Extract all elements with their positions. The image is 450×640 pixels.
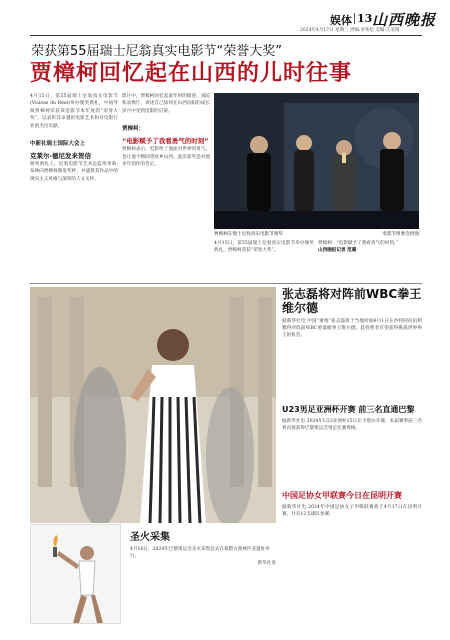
issue-date-line: 2024年4月17日 星期三 责编:李兆松 美编:王菲翔: [300, 28, 400, 33]
lead-paragraph: 贾樟柯表示，电影给了他面对世界的勇气，也让他不断回望故乡山西。此次获奖是对他多年创作的肯定。: [122, 147, 210, 168]
section-name: 娱体: [330, 14, 352, 27]
lead-paragraph: 贾樟柯：“电影赋予了我看勇气的时刻。”: [318, 241, 399, 246]
runner-photo: [30, 524, 121, 624]
sport-headline-football: U23男足亚洲杯开赛 前三名直通巴黎: [282, 404, 415, 414]
lead-subhead: 贾樟柯：: [122, 126, 145, 133]
sport-headline-boxing: 张志磊将对阵前WBC拳王维尔德: [282, 287, 422, 315]
lead-subhead: “电影赋予了我看勇气的时刻”: [122, 137, 209, 146]
sport-news-column: [282, 287, 422, 518]
lead-subhead: 克莱尔·德尼发来贺信: [30, 152, 91, 161]
lead-subhead: 中新社瑞士国际大会上: [30, 141, 86, 148]
page-number: 13: [357, 12, 373, 25]
masthead-rule: [30, 35, 422, 36]
lead-column-2: [122, 93, 210, 279]
sport-headline-womens-league: 中国足协女甲联赛今日在昆明开赛: [282, 491, 402, 501]
sport-body-womens-league: 据新华社电 2024年中国足协女子甲级联赛将于4月17日在昆明开赛，共有12支球队参赛。: [282, 505, 422, 518]
award-photo-caption: [214, 231, 419, 237]
photo-news-paragraph: 4月16日，2024年巴黎奥运会圣火采集仪式在希腊古奥林匹亚遗址举行。: [130, 547, 270, 560]
lead-byline: 山西晚报记者 范璐: [318, 248, 357, 254]
lead-column-1: [30, 93, 118, 279]
lead-paragraph: 影片中，贾樟柯回忆起童年时的街巷、戏院和录像厅，讲述自己如何在山西汾阳的成长岁月中受到电影的启蒙。: [122, 94, 210, 114]
photo-news-text: [130, 546, 276, 568]
caption-text: 贾樟柯在瑞士尼翁真实电影节领奖: [214, 232, 283, 237]
award-ceremony-photo: [214, 93, 419, 229]
photo-news-title: 圣火采集: [130, 532, 170, 543]
lead-continuation-right: [318, 240, 419, 282]
lead-paragraph: 4月15日，第55届瑞士尼翁真实电影节举办颁奖典礼，贾樟柯荣获“荣誉大奖”。: [214, 241, 314, 254]
lead-kicker: 荣获第55届瑞士尼翁真实电影节“荣誉大奖”: [31, 44, 283, 59]
caption-credit: 电影节组委会供图: [382, 232, 419, 237]
sport-body-boxing: 据新华社电 中国“重炮”张志磊将于当地时间6月1日在沙特阿拉伯利雅得对阵前WBC重量级拳王维尔德。此役胜者有望获得挑战世界拳王的机会。: [282, 319, 422, 339]
sport-body-football: 据新华社电 2024年U23亚洲杯15日在卡塔尔开赛，本届赛事前三名将直接获得巴黎奥运会男足比赛资格。: [282, 418, 422, 431]
lead-paragraph: 4月15日，第55届瑞士尼翁真实电影节(Visions du Réel)举办颁奖典礼，中国导演贾樟柯荣获该电影节本年度的“荣誉大奖”，以表彰其卓越的电影艺术和对电影行业的杰出贡献。: [30, 94, 118, 129]
newspaper-logo: 山西晚报: [372, 11, 437, 29]
photo-news-credit: 新华社发: [257, 561, 276, 567]
lead-paragraph: 颁奖典礼上，尼翁电影节艺术总监埃米莉·布林向贾樟柯颁发奖杯，并盛赞其作品中的现实主义风格与深厚的人文关怀。: [30, 162, 118, 182]
lead-headline: 贾樟柯回忆起在山西的儿时往事: [30, 61, 353, 86]
torch-lighting-photo: [30, 287, 276, 523]
lead-continuation-left: [214, 240, 314, 282]
masthead-divider: [354, 13, 355, 24]
section-divider: [30, 283, 422, 284]
masthead: [0, 0, 450, 38]
